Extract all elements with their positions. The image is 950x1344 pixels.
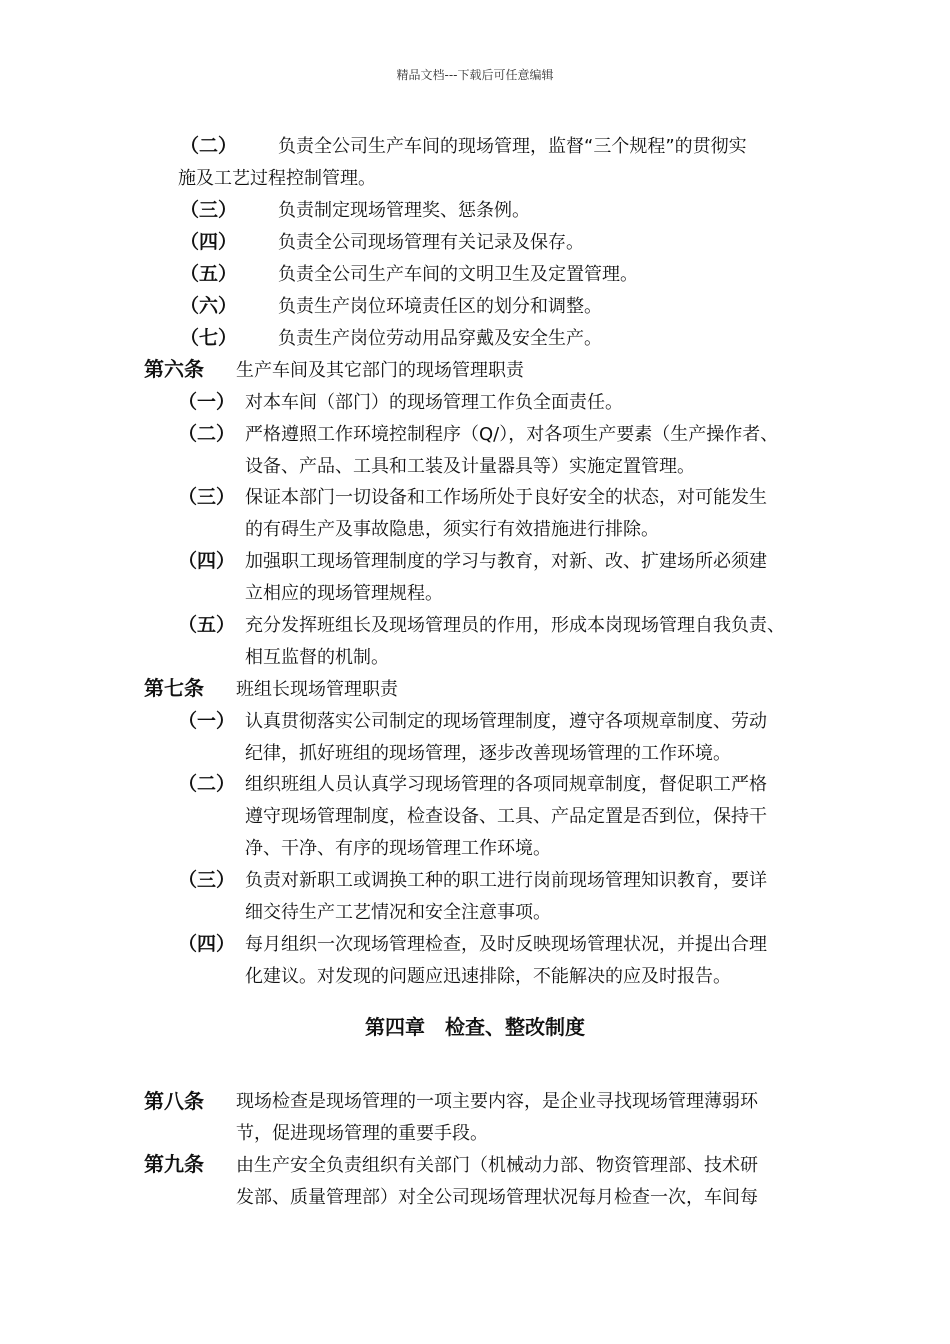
- item-text: 的有碍生产及事故隐患，须实行有效措施进行排除。: [245, 519, 659, 540]
- item-number: （五）: [178, 614, 236, 636]
- item-text: 净、干净、有序的现场管理工作环境。: [245, 838, 551, 859]
- item-text: 负责全公司生产车间的文明卫生及定置管理。: [278, 264, 638, 285]
- item-number: （四）: [178, 933, 236, 955]
- item-text: 负责全公司现场管理有关记录及保存。: [278, 232, 584, 253]
- item-number: （四）: [178, 550, 236, 572]
- item-text: 加强职工现场管理制度的学习与教育，对新、改、扩建场所必须建: [245, 551, 767, 572]
- item-number: （二）: [180, 135, 238, 157]
- item-number: （四）: [180, 231, 238, 253]
- item-number: （六）: [180, 295, 238, 317]
- page-header: 精品文档---下载后可任意编辑: [396, 68, 554, 82]
- article-text: 节，促进现场管理的重要手段。: [236, 1123, 488, 1144]
- item-text: 负责生产岗位劳动用品穿戴及安全生产。: [278, 328, 602, 349]
- item-text: 纪律，抓好班组的现场管理，逐步改善现场管理的工作环境。: [245, 743, 731, 764]
- item-text: 充分发挥班组长及现场管理员的作用，形成本岗现场管理自我负责、: [245, 615, 785, 636]
- article-title: 生产车间及其它部门的现场管理职责: [236, 360, 524, 381]
- item-text: 组织班组人员认真学习现场管理的各项同规章制度，督促职工严格: [245, 774, 767, 795]
- item-text: 严格遵照工作环境控制程序（Q/），对各项生产要素（生产操作者、: [245, 424, 779, 445]
- item-number: （二）: [178, 423, 236, 445]
- item-text: 负责全公司生产车间的现场管理，监督“三个规程”的贯彻实: [278, 136, 747, 157]
- item-text: 遵守现场管理制度，检查设备、工具、产品定置是否到位，保持干: [245, 806, 767, 827]
- item-text: 设备、产品、工具和工装及计量器具等）实施定置管理。: [245, 456, 695, 477]
- item-number: （三）: [178, 869, 236, 891]
- item-text: 细交待生产工艺情况和安全注意事项。: [245, 902, 551, 923]
- article-label: 第九条: [144, 1152, 204, 1176]
- item-number: （一）: [178, 391, 236, 413]
- article-text: 发部、质量管理部）对全公司现场管理状况每月检查一次，车间每: [236, 1187, 758, 1208]
- item-number: （七）: [180, 327, 238, 349]
- item-number: （三）: [178, 486, 236, 508]
- item-text: 每月组织一次现场管理检查，及时反映现场管理状况，并提出合理: [245, 934, 767, 955]
- item-text: 认真贯彻落实公司制定的现场管理制度，遵守各项规章制度、劳动: [245, 711, 767, 732]
- item-text: 立相应的现场管理规程。: [245, 583, 443, 604]
- item-number: （二）: [178, 773, 236, 795]
- item-text: 负责生产岗位环境责任区的划分和调整。: [278, 296, 602, 317]
- item-text: 负责对新职工或调换工种的职工进行岗前现场管理知识教育，要详: [245, 870, 767, 891]
- item-text: 保证本部门一切设备和工作场所处于良好安全的状态，对可能发生: [245, 487, 767, 508]
- item-text: 负责制定现场管理奖、惩条例。: [278, 200, 530, 221]
- item-number: （五）: [180, 263, 238, 285]
- item-text: 施及工艺过程控制管理。: [178, 168, 376, 189]
- item-text: 相互监督的机制。: [245, 647, 389, 668]
- item-number: （一）: [178, 710, 236, 732]
- article-text: 由生产安全负责组织有关部门（机械动力部、物资管理部、技术研: [236, 1155, 758, 1176]
- article-text: 现场检查是现场管理的一项主要内容，是企业寻找现场管理薄弱环: [236, 1091, 758, 1112]
- item-number: （三）: [180, 199, 238, 221]
- article-label: 第七条: [144, 676, 204, 700]
- item-text: 对本车间（部门）的现场管理工作负全面责任。: [245, 392, 623, 413]
- chapter-title: 第四章 检查、整改制度: [365, 1015, 585, 1039]
- article-label: 第八条: [144, 1089, 204, 1113]
- item-text: 化建议。对发现的问题应迅速排除，不能解决的应及时报告。: [245, 966, 731, 987]
- article-title: 班组长现场管理职责: [236, 679, 398, 700]
- article-label: 第六条: [144, 357, 204, 381]
